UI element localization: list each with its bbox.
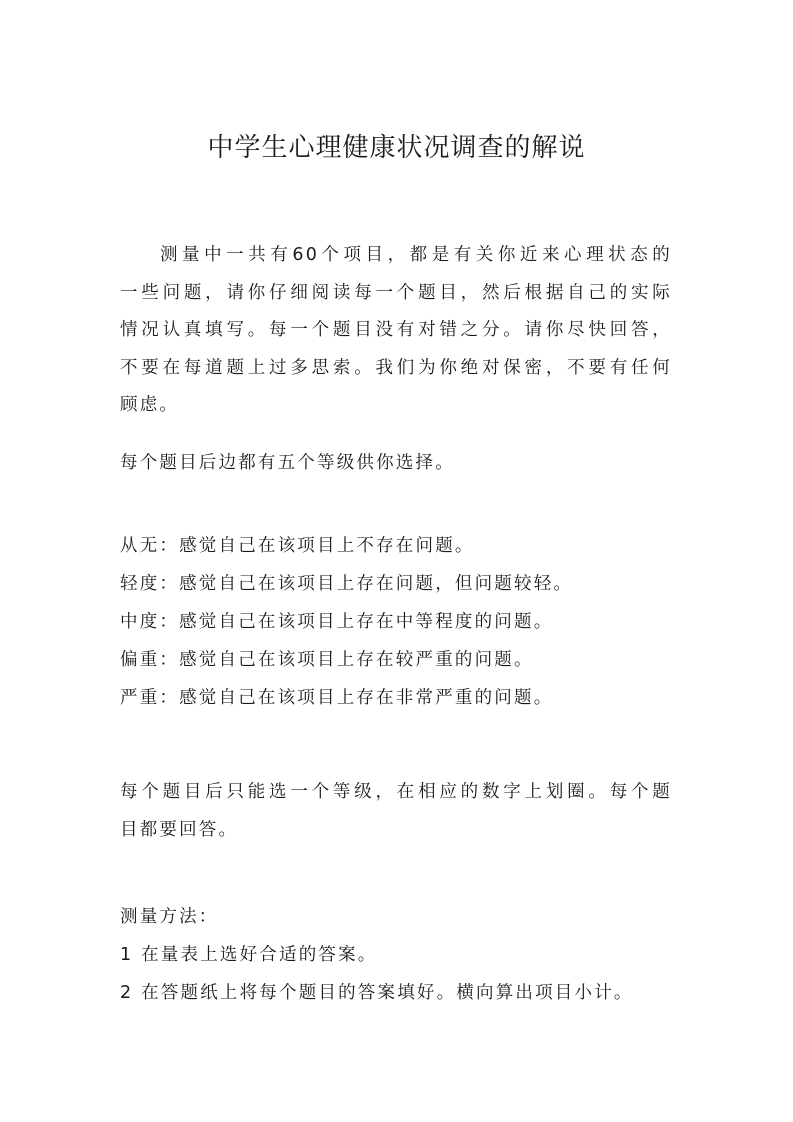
level-item-severe: 严重：感觉自己在该项目上存在非常严重的问题。: [120, 688, 554, 708]
intro-line-4: 不要在每道题上过多思索。我们为你绝对保密，不要有任何: [120, 358, 672, 378]
level-item-none: 从无：感觉自己在该项目上不存在问题。: [120, 536, 475, 556]
rule-line-1: 每个题目后只能选一个等级，在相应的数字上划圈。每个题: [120, 782, 672, 802]
level-item-mild: 轻度：感觉自己在该项目上存在问题，但问题较轻。: [120, 574, 574, 594]
level-item-moderate: 中度：感觉自己在该项目上存在中等程度的问题。: [120, 612, 554, 632]
document-title: 中学生心理健康状况调查的解说: [207, 133, 586, 163]
intro-line-5: 顾虑。: [120, 395, 180, 415]
method-heading: 测量方法：: [120, 907, 219, 927]
level-item-fairly-severe: 偏重：感觉自己在该项目上存在较严重的问题。: [120, 650, 534, 670]
method-step-2: 2 在答题纸上将每个题目的答案填好。横向算出项目小计。: [120, 983, 634, 1003]
intro-line-1: 测量中一共有60个项目，都是有关你近来心理状态的: [160, 245, 672, 265]
intro-line-2: 一些问题，请你仔细阅读每一个题目，然后根据自己的实际: [120, 283, 672, 303]
levels-intro: 每个题目后边都有五个等级供你选择。: [120, 453, 455, 473]
intro-line-3: 情况认真填写。每一个题目没有对错之分。请你尽快回答，: [120, 320, 672, 340]
rule-line-2: 目都要回答。: [120, 820, 239, 840]
method-step-1: 1 在量表上选好合适的答案。: [120, 945, 378, 965]
